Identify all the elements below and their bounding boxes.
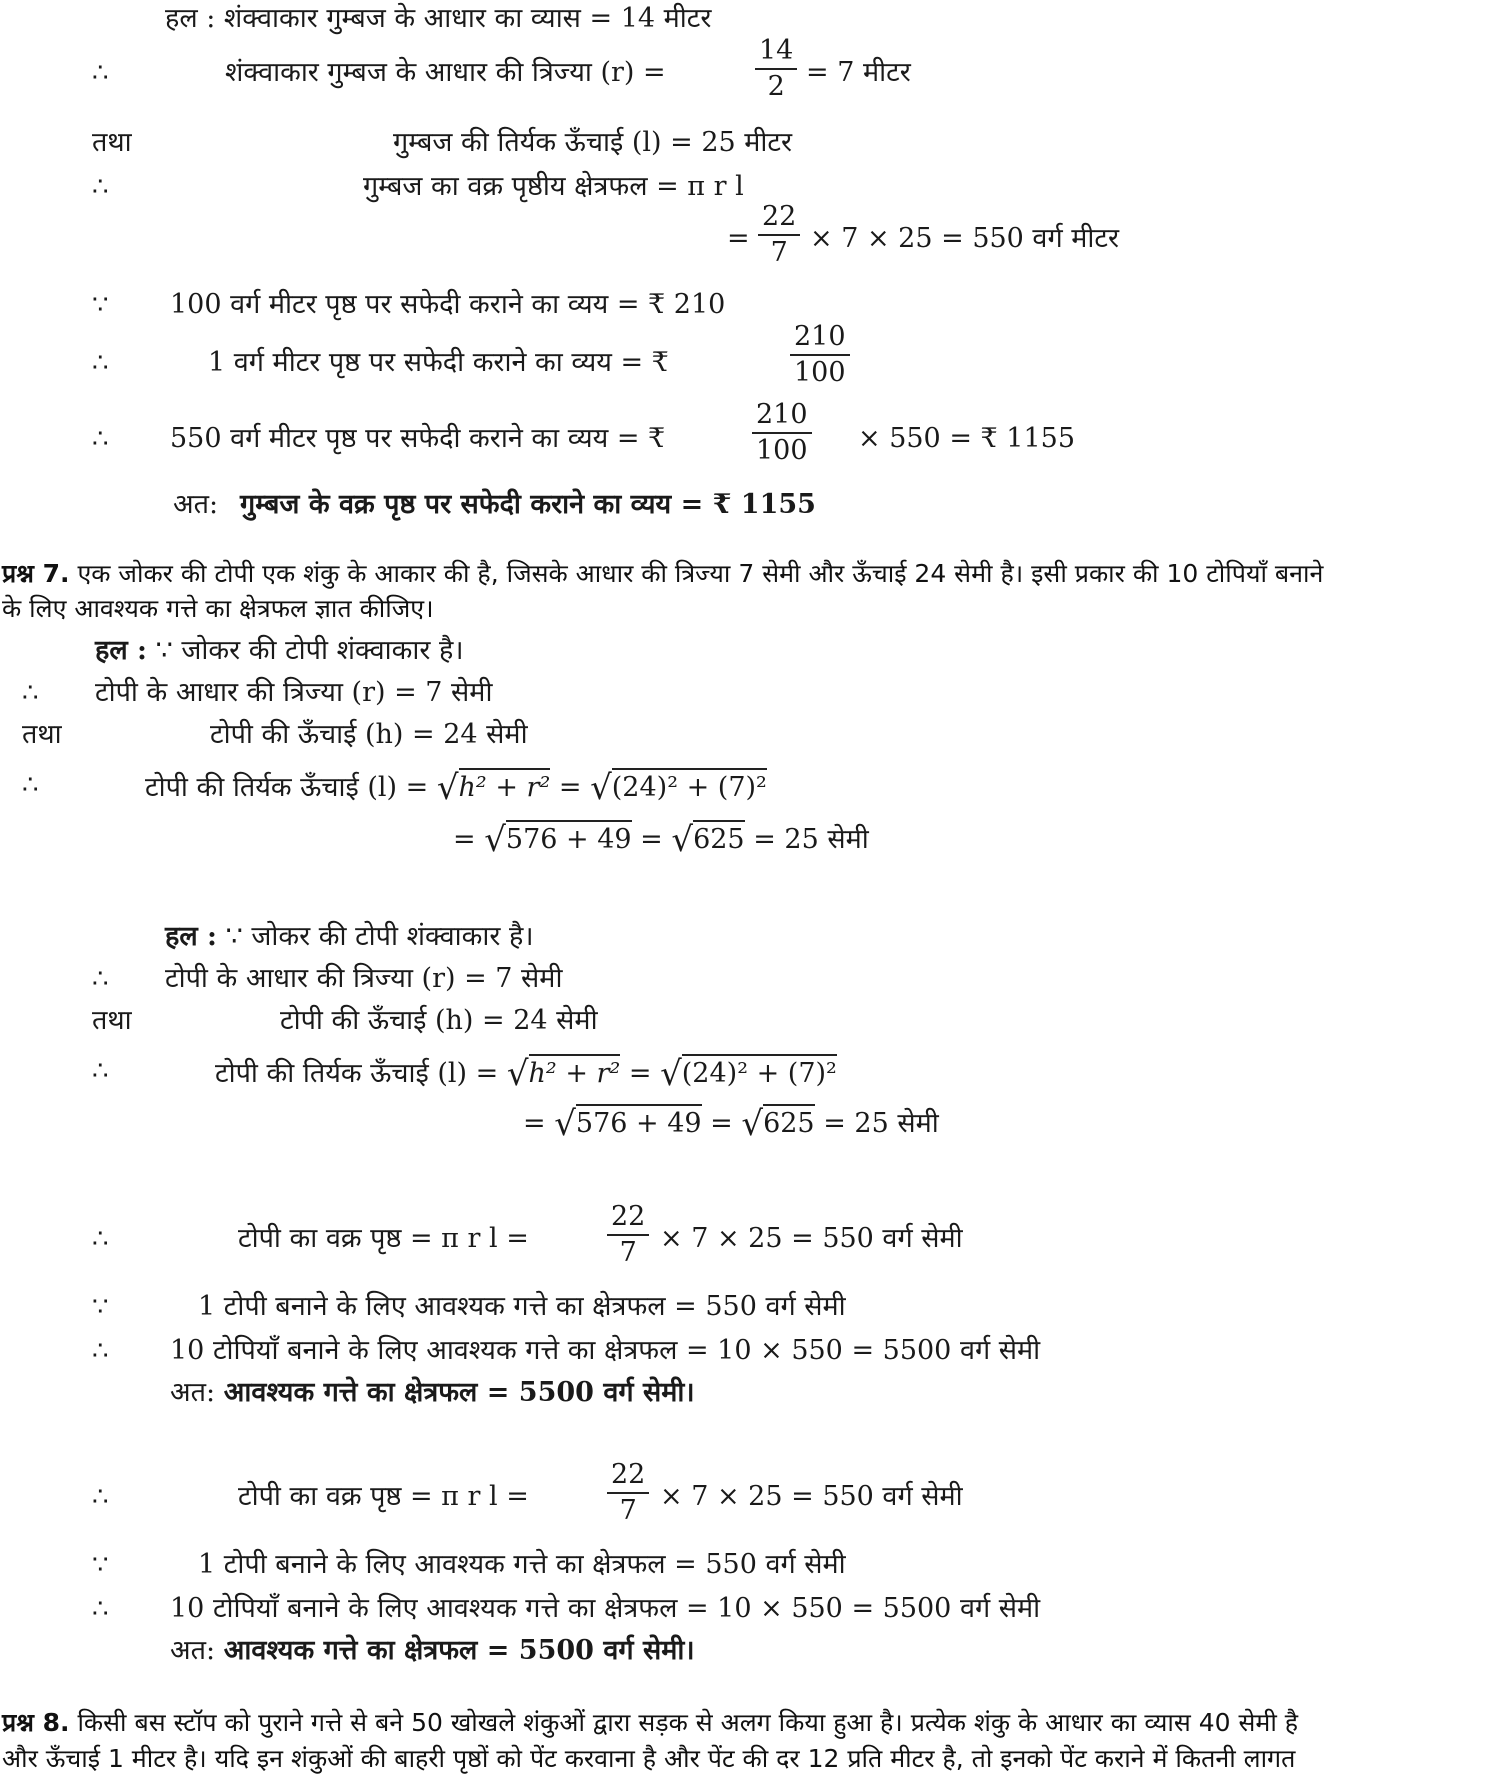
denominator: 100 [794, 357, 846, 388]
radicand: 625 [763, 1104, 815, 1139]
numerator: 22 [758, 202, 800, 236]
tatha-label: तथा [92, 1005, 132, 1036]
sol6-final-answer: गुम्बज के वक्र पृष्ठ पर सफेदी कराने का व्यय = ₹ 1155 [240, 489, 816, 520]
sol6-line7-text: 1 वर्ग मीटर पृष्ठ पर सफेदी कराने का व्यय = ₹ [208, 347, 669, 378]
sol6-line8-result: × 550 = ₹ 1155 [858, 423, 1076, 454]
therefore-symbol: ∴ [92, 1336, 109, 1366]
denominator: 7 [770, 237, 788, 268]
equals-sign: = [640, 824, 663, 855]
sqrt-icon: √ [660, 1054, 682, 1094]
radicand: 576 + 49 [506, 820, 632, 855]
therefore-symbol: ∴ [22, 678, 39, 708]
tatha-label: तथा [92, 127, 132, 158]
fraction-210-over-100 [790, 322, 850, 388]
equals-sign: = [727, 223, 750, 254]
result: = 25 सेमी [753, 824, 869, 855]
area-b-line1-text: टोपी का वक्र पृष्ठ = π r l = [238, 1481, 529, 1512]
therefore-symbol: ∴ [92, 1056, 109, 1086]
fraction-22-over-7 [607, 1460, 649, 1526]
fraction-14-over-2 [755, 36, 797, 102]
area-a-line1-text: टोपी का वक्र पृष्ठ = π r l = [238, 1223, 529, 1254]
fraction-210-over-100 [752, 400, 812, 466]
ata-label: अत: [170, 1377, 216, 1408]
sol-a-line1 [95, 634, 464, 668]
question-label: प्रश्न 8. [2, 1708, 70, 1737]
area-b-line3: 10 टोपियाँ बनाने के लिए आवश्यक गत्ते का क्षेत्रफल = 10 × 550 = 5500 वर्ग सेमी [170, 1593, 1041, 1624]
sol-a-line3: टोपी की ऊँचाई (h) = 24 सेमी [210, 719, 528, 750]
sol6-line2-text: शंक्वाकार गुम्बज के आधार की त्रिज्या (r) = [225, 57, 666, 88]
radicand: 625 [693, 820, 745, 855]
question-8-line2: और ऊँचाई 1 मीटर है। यदि इन शंकुओं की बाहरी पृष्ठों को पेंट करवाना है और पेंट की दर 12 प्रति मीटर है, तो इनको पेंट कराने में कितनी लागत [2, 1744, 1296, 1773]
question-8-line1 [2, 1708, 1298, 1738]
sol-b-line1 [165, 920, 534, 954]
radicand: 576 + 49 [576, 1104, 702, 1139]
numerator: 22 [607, 1202, 649, 1236]
sol6-line2-result: = 7 मीटर [806, 57, 911, 88]
sqrt-icon: √ [436, 768, 459, 808]
radicand: h² + r² [459, 768, 551, 803]
sol6-line3: गुम्बज की तिर्यक ऊँचाई (l) = 25 मीटर [393, 127, 793, 158]
sol-a-line5 [453, 820, 869, 860]
radicand: (24)² + (7)² [682, 1054, 837, 1089]
tatha-label: तथा [22, 719, 62, 750]
therefore-symbol: ∴ [22, 770, 39, 800]
numerator: 210 [790, 322, 850, 356]
fraction-22-over-7 [758, 202, 800, 268]
fraction-22-over-7 [607, 1202, 649, 1268]
sol-a-line2: टोपी के आधार की त्रिज्या (r) = 7 सेमी [95, 677, 493, 708]
area-b-final-answer: आवश्यक गत्ते का क्षेत्रफल = 5500 वर्ग सेमी। [223, 1635, 695, 1666]
radicand: (24)² + (7)² [612, 768, 767, 803]
therefore-symbol: ∴ [92, 58, 109, 88]
denominator: 7 [619, 1495, 637, 1526]
area-b-line1-result: × 7 × 25 = 550 वर्ग सेमी [660, 1481, 963, 1512]
area-b-line4 [170, 1634, 695, 1668]
hal-label: हल : [95, 635, 148, 666]
hal-label: हल : [165, 921, 218, 952]
slant-height-label: टोपी की तिर्यक ऊँचाई (l) = [215, 1058, 499, 1089]
ata-label: अत: [173, 489, 219, 520]
sol-a-line4 [145, 768, 767, 808]
therefore-symbol: ∴ [92, 348, 109, 378]
sqrt-icon: √ [506, 1054, 529, 1094]
sqrt-icon: √ [671, 820, 694, 860]
sqrt-icon: √ [590, 768, 612, 808]
slant-height-label: टोपी की तिर्यक ऊँचाई (l) = [145, 772, 429, 803]
sol6-line1: हल : शंक्वाकार गुम्बज के आधार का व्यास = 14 मीटर [165, 3, 712, 34]
sol-b-line2: टोपी के आधार की त्रिज्या (r) = 7 सेमी [165, 963, 563, 994]
numerator: 210 [752, 400, 812, 434]
area-a-line2: 1 टोपी बनाने के लिए आवश्यक गत्ते का क्षेत्रफल = 550 वर्ग सेमी [198, 1291, 846, 1322]
therefore-symbol: ∴ [92, 424, 109, 454]
sol6-line6: 100 वर्ग मीटर पृष्ठ पर सफेदी कराने का व्यय = ₹ 210 [170, 289, 726, 320]
because-symbol: ∵ [92, 1550, 109, 1580]
denominator: 100 [756, 435, 808, 466]
ata-label: अत: [170, 1635, 216, 1666]
question-text: किसी बस स्टॉप को पुराने गत्ते से बने 50 खोखले शंकुओं द्वारा सड़क से अलग किया हुआ है। प्रत्येक शंकु के आधार का व्यास 40 सेमी है [77, 1708, 1299, 1737]
area-a-line1-result: × 7 × 25 = 550 वर्ग सेमी [660, 1223, 963, 1254]
sqrt-icon: √ [554, 1104, 576, 1144]
area-a-line3: 10 टोपियाँ बनाने के लिए आवश्यक गत्ते का क्षेत्रफल = 10 × 550 = 5500 वर्ग सेमी [170, 1335, 1041, 1366]
therefore-symbol: ∴ [92, 1594, 109, 1624]
sqrt-icon: √ [741, 1104, 764, 1144]
sqrt-icon: √ [484, 820, 506, 860]
equals-sign: = [453, 824, 476, 855]
question-7-line1 [2, 559, 1323, 589]
area-a-line4 [170, 1376, 695, 1410]
sol-a-line1-text: ∵ जोकर की टोपी शंक्वाकार है। [155, 635, 464, 666]
equals-sign: = [628, 1058, 652, 1089]
area-b-line2: 1 टोपी बनाने के लिए आवश्यक गत्ते का क्षेत्रफल = 550 वर्ग सेमी [198, 1549, 846, 1580]
therefore-symbol: ∴ [92, 1224, 109, 1254]
numerator: 14 [755, 36, 797, 70]
question-7-line2: के लिए आवश्यक गत्ते का क्षेत्रफल ज्ञात कीजिए। [2, 594, 434, 623]
denominator: 2 [767, 71, 785, 102]
question-label: प्रश्न 7. [2, 559, 70, 588]
because-symbol: ∵ [92, 1292, 109, 1322]
sol6-line8-text: 550 वर्ग मीटर पृष्ठ पर सफेदी कराने का व्यय = ₹ [170, 423, 666, 454]
because-symbol: ∵ [92, 290, 109, 320]
equals-sign: = [710, 1108, 733, 1139]
equals-sign: = [558, 772, 582, 803]
area-a-final-answer: आवश्यक गत्ते का क्षेत्रफल = 5500 वर्ग सेमी। [223, 1377, 695, 1408]
question-text: एक जोकर की टोपी एक शंकु के आकार की है, जिसके आधार की त्रिज्या 7 सेमी और ऊँचाई 24 सेमी है। इसी प्रकार की 10 टोपियाँ बनाने [77, 559, 1324, 588]
therefore-symbol: ∴ [92, 1482, 109, 1512]
sol-b-line1-text: ∵ जोकर की टोपी शंक्वाकार है। [225, 921, 534, 952]
sol6-line4: गुम्बज का वक्र पृष्ठीय क्षेत्रफल = π r l [363, 171, 744, 202]
result: = 25 सेमी [823, 1108, 939, 1139]
numerator: 22 [607, 1460, 649, 1494]
sol-b-line3: टोपी की ऊँचाई (h) = 24 सेमी [280, 1005, 598, 1036]
therefore-symbol: ∴ [92, 964, 109, 994]
sol6-line5-result: × 7 × 25 = 550 वर्ग मीटर [810, 223, 1120, 254]
equals-sign: = [523, 1108, 546, 1139]
sol-b-line5 [523, 1104, 939, 1144]
sol-b-line4 [215, 1054, 837, 1094]
radicand: h² + r² [529, 1054, 621, 1089]
therefore-symbol: ∴ [92, 172, 109, 202]
denominator: 7 [619, 1237, 637, 1268]
